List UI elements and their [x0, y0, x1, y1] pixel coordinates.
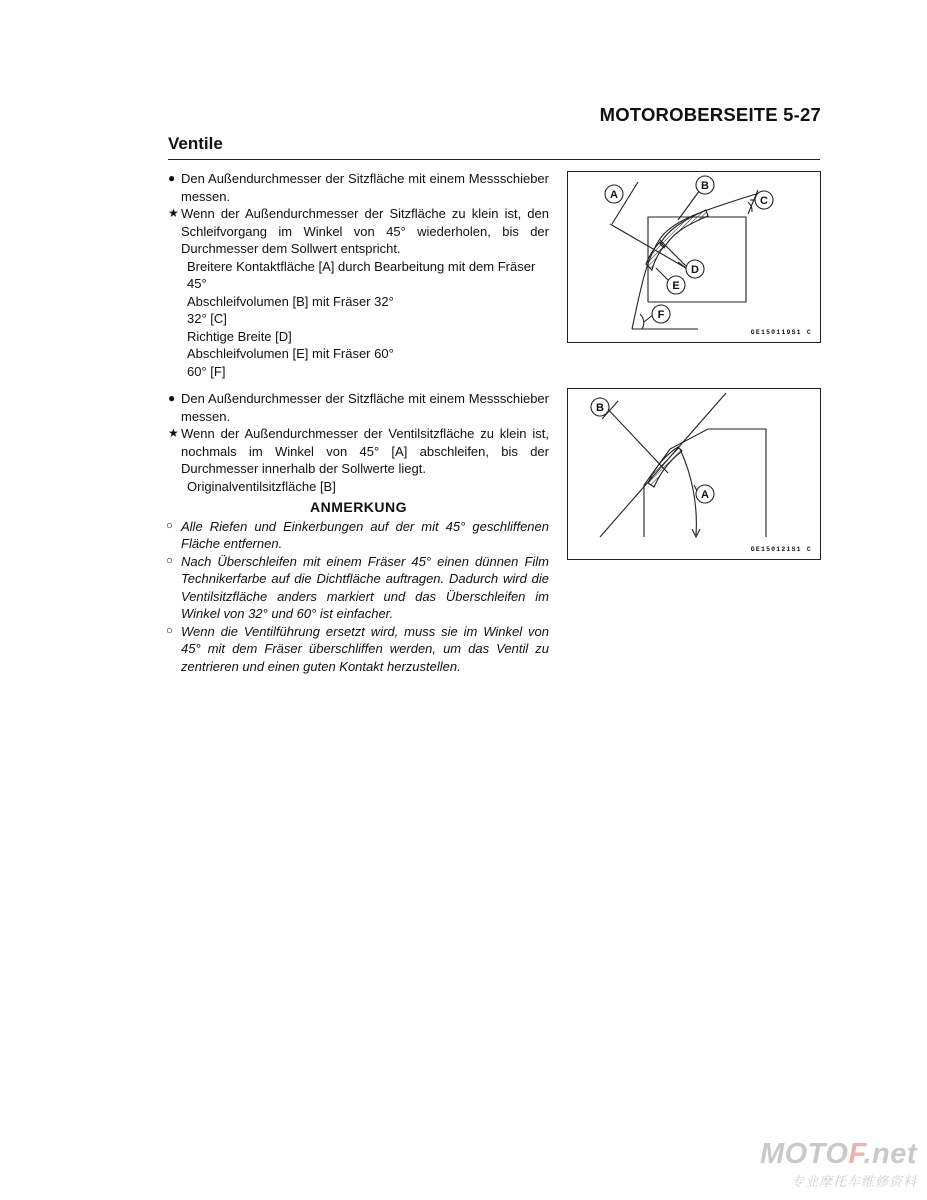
label-a: A [610, 189, 618, 201]
legend-item-c: 32° [C] [187, 311, 227, 326]
note-text: Nach Überschleifen mit einem Fräser 45° einen dünnen Film Technikerfarbe auf die Dichtfläche auftragen. Dadurch wird die Ventilsitzfläche anders markiert und das Überschleifen im Winkel von 32° und 60° ist einfacher. [181, 553, 549, 621]
figure-original-seat [567, 388, 821, 560]
star-text: Wenn der Außendurchmesser der Ventilsitzfläche zu klein ist, nochmals im Winkel von 45° [A] abschleifen, bis der Durchmesser innerhalb der Sollwerte liegt. [181, 426, 549, 476]
leader-e [656, 268, 668, 280]
hatch-b [648, 447, 682, 487]
dim-line-b [604, 405, 668, 473]
angle-a-arc [680, 449, 696, 535]
note-item [165, 553, 549, 623]
legend-item-b: Originalventilsitzfläche [B] [187, 478, 336, 494]
brand-text: MOTO [759, 1138, 849, 1170]
legend-list [168, 478, 549, 496]
bullet-icon: ● [168, 391, 176, 405]
circle-icon: ○ [166, 554, 173, 567]
label-a: A [701, 489, 709, 501]
star-icon: ★ [168, 426, 179, 440]
bullet-text: Den Außendurchmesser der Sitzfläche mit einem Messschieber messen. [181, 171, 549, 204]
watermark-tagline: 专业摩托车维修资料 [790, 1174, 917, 1189]
legend-item-e: Abschleifvolumen [E] mit Fräser 60° [187, 346, 394, 361]
note-title: ANMERKUNG [309, 499, 408, 515]
label-b: B [701, 180, 709, 192]
figure-1-drawing [568, 172, 820, 342]
instruction-block-2 [168, 390, 549, 675]
figure-code: GE150119S1 C [750, 329, 812, 336]
legend-item-d: Richtige Breite [D] [187, 328, 292, 344]
legend-item-f: 60° [F] [187, 363, 226, 379]
label-f: F [657, 309, 665, 321]
note-text: Wenn die Ventilführung ersetzt wird, muss sie im Winkel von 45° mit dem Fräser überschliffen werden, um das Ventil zu zentrieren und einen guten Kontakt herzustellen. [181, 623, 549, 674]
brand-accent: F [848, 1138, 864, 1170]
valve-body-outline [648, 217, 746, 302]
label-d: D [691, 264, 699, 276]
circle-icon: ○ [166, 624, 173, 637]
note-text: Alle Riefen und Einkerbungen auf der mit 45° geschliffenen Fläche entfernen. [181, 518, 549, 551]
legend-list [168, 258, 549, 381]
star-item [168, 205, 549, 258]
page-header: MOTOROBERSEITE 5-27 [599, 104, 821, 125]
legend-item-b: Abschleifvolumen [B] mit Fräser 32° [187, 293, 394, 309]
instruction-block-1 [168, 170, 549, 380]
brand-suffix: .net [863, 1138, 917, 1170]
bullet-icon: ● [168, 171, 176, 185]
label-e: E [672, 280, 680, 292]
bullet-text: Den Außendurchmesser der Sitzfläche mit einem Messschieber messen. [181, 391, 549, 424]
hatch-b [660, 210, 708, 248]
angle-f-arc [640, 314, 644, 329]
section-title: Ventile [168, 134, 223, 153]
circle-icon: ○ [166, 519, 173, 532]
figure-valve-seat-cutting [567, 171, 821, 343]
label-c: C [760, 195, 768, 207]
watermark-brand [760, 1138, 917, 1171]
note-item [165, 623, 549, 676]
watermark-logo [751, 1138, 917, 1192]
dim-line-d [660, 240, 688, 268]
star-icon: ★ [168, 206, 179, 220]
figure-code: GE150121S1 C [750, 546, 812, 553]
bullet-item [168, 170, 549, 205]
star-item [168, 425, 549, 478]
section-divider [168, 159, 820, 160]
figure-2-drawing [568, 389, 820, 559]
legend-item-a: Breitere Kontaktfläche [A] durch Bearbeitung mit dem Fräser 45° [187, 258, 536, 291]
bullet-item [168, 390, 549, 425]
label-b: B [596, 402, 604, 414]
valve-body-outline [644, 429, 766, 537]
star-text: Wenn der Außendurchmesser der Sitzfläche zu klein ist, den Schleifvorgang im Winkel von 45° wiederholen, bis der Durchmesser dem Sollwert entspricht. [181, 206, 549, 256]
note-item [165, 518, 549, 553]
